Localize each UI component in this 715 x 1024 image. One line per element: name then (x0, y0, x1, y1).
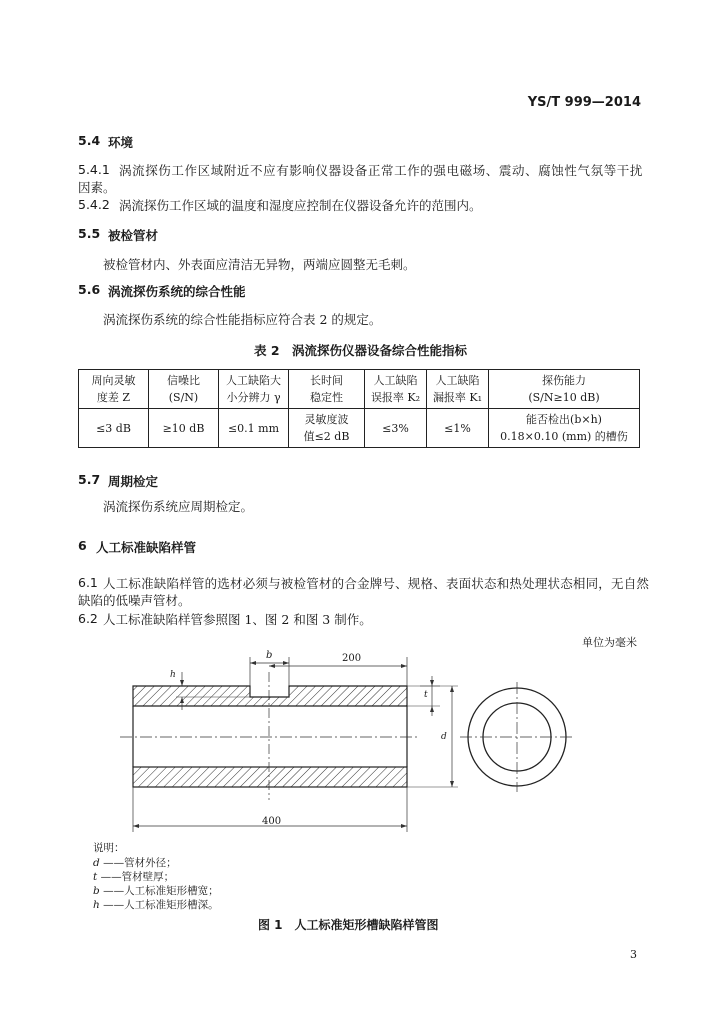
header-cell (289, 370, 365, 409)
legend-desc: ——人工标准矩形槽深。 (103, 899, 219, 911)
legend-item (93, 898, 219, 912)
unit-note: 单位为毫米 (582, 636, 637, 649)
header-cell (365, 370, 427, 409)
item-5-4-2-number: 5.4.2 (78, 197, 110, 212)
legend-desc: ——管材外径； (103, 857, 177, 869)
section-5-6-title: 涡流探伤系统的综合性能 (108, 284, 246, 299)
cell-line: 灵敏度波 (304, 413, 349, 426)
dim-label-h: h (170, 670, 176, 680)
table-2 (78, 369, 640, 448)
section-5-5-title: 被检管材 (108, 228, 159, 243)
legend-item (93, 884, 219, 898)
section-5-6-number: 5.6 (78, 282, 101, 297)
table-2-caption: 表 2 涡流探伤仪器设备综合性能指标 (254, 343, 468, 358)
cell-line: 小分辨力 γ (226, 391, 281, 404)
section-5-7-text: 涡流探伤系统应周期检定。 (103, 499, 254, 514)
cell-line: (S/N) (168, 391, 199, 404)
header-cell (489, 370, 640, 409)
header-cell (219, 370, 289, 409)
page-number: 3 (630, 948, 637, 961)
section-5-4-title: 环境 (108, 135, 134, 150)
value-cell (289, 409, 365, 448)
legend-symbol: d (93, 857, 100, 869)
legend-title: 说明： (93, 842, 125, 854)
standard-code: YS/T 999—2014 (527, 95, 641, 110)
item-5-4-2-text: 涡流探伤工作区域的温度和湿度应控制在仪器设备允许的范围内。 (119, 198, 482, 213)
legend-desc: ——管材壁厚； (100, 871, 175, 883)
item-6-1-line2: 缺陷的低噪声管材。 (78, 593, 191, 608)
figure-1-caption: 图 1 人工标准矩形槽缺陷样管图 (258, 918, 439, 932)
cell-line: 漏报率 K₁ (432, 391, 483, 404)
header-cell (79, 370, 149, 409)
cell-line: 人工缺陷 (435, 374, 480, 387)
dimension-lines (133, 657, 458, 832)
item-6-1-line1: 人工标准缺陷样管的选材必须与被检管材的合金牌号、规格、表面状态和热处理状态相同，无自然 (103, 576, 650, 591)
value-cell: ≤3 dB (79, 409, 149, 448)
cell-line: 长时间 (310, 374, 343, 387)
section-5-7-title: 周期检定 (108, 474, 159, 489)
pipe-longitudinal-section (120, 672, 420, 800)
cell-line: 能否检出(b×h) (526, 413, 602, 426)
figure-1-drawing (0, 645, 715, 840)
item-6-1-number: 6.1 (78, 575, 98, 590)
dim-label-t: t (424, 690, 428, 700)
item-6-2-number: 6.2 (78, 611, 98, 626)
cell-line: 值≤2 dB (303, 430, 350, 443)
section-6-title: 人工标准缺陷样管 (96, 540, 197, 555)
cell-line: 度差 Z (96, 391, 131, 404)
section-5-6-text: 涡流探伤系统的综合性能指标应符合表 2 的规定。 (103, 312, 382, 327)
cell-line: 稳定性 (310, 391, 343, 404)
section-5-7-number: 5.7 (78, 472, 101, 487)
header-cell (149, 370, 219, 409)
cell-line: 误报率 K₂ (370, 391, 421, 404)
section-6-number: 6 (78, 538, 87, 553)
table-header-row (79, 370, 640, 409)
legend-symbol: t (93, 871, 98, 883)
section-5-4-number: 5.4 (78, 133, 101, 148)
cell-line: 探伤能力 (542, 374, 586, 387)
legend-desc: ——人工标准矩形槽宽； (103, 885, 219, 897)
cell-line: 人工缺陷大 (226, 374, 281, 387)
header-cell (427, 370, 489, 409)
cell-line: 0.18×0.10 (mm) 的槽伤 (500, 430, 628, 443)
legend-symbol: b (93, 885, 100, 897)
dim-label-b: b (266, 650, 273, 661)
item-5-4-1-number: 5.4.1 (78, 162, 110, 177)
cell-line: 人工缺陷 (373, 374, 418, 387)
value-cell: ≤0.1 mm (219, 409, 289, 448)
legend-item (93, 856, 177, 870)
pipe-cross-section (460, 682, 574, 792)
dim-label-d: d (441, 732, 447, 742)
section-5-5-text: 被检管材内、外表面应清洁无异物，两端应圆整无毛刺。 (103, 257, 416, 272)
legend-symbol: h (93, 899, 100, 911)
value-cell (489, 409, 640, 448)
value-cell: ≤1% (427, 409, 489, 448)
cell-line: 信噪比 (167, 374, 200, 387)
cell-line: 周向灵敏 (91, 374, 136, 387)
section-5-5-number: 5.5 (78, 226, 101, 241)
item-5-4-1-line1: 涡流探伤工作区域附近不应有影响仪器设备正常工作的强电磁场、震动、腐蚀性气氛等干扰 (119, 163, 644, 178)
table-row (79, 409, 640, 448)
legend-item (93, 870, 174, 884)
item-6-2-text: 人工标准缺陷样管参照图 1、图 2 和图 3 制作。 (103, 612, 372, 627)
dim-label-400: 400 (262, 816, 282, 827)
value-cell: ≤3% (365, 409, 427, 448)
value-cell: ≥10 dB (149, 409, 219, 448)
dim-label-200: 200 (342, 653, 362, 664)
item-5-4-1-line2: 因素。 (78, 180, 116, 195)
cell-line: (S/N≥10 dB) (528, 391, 600, 404)
